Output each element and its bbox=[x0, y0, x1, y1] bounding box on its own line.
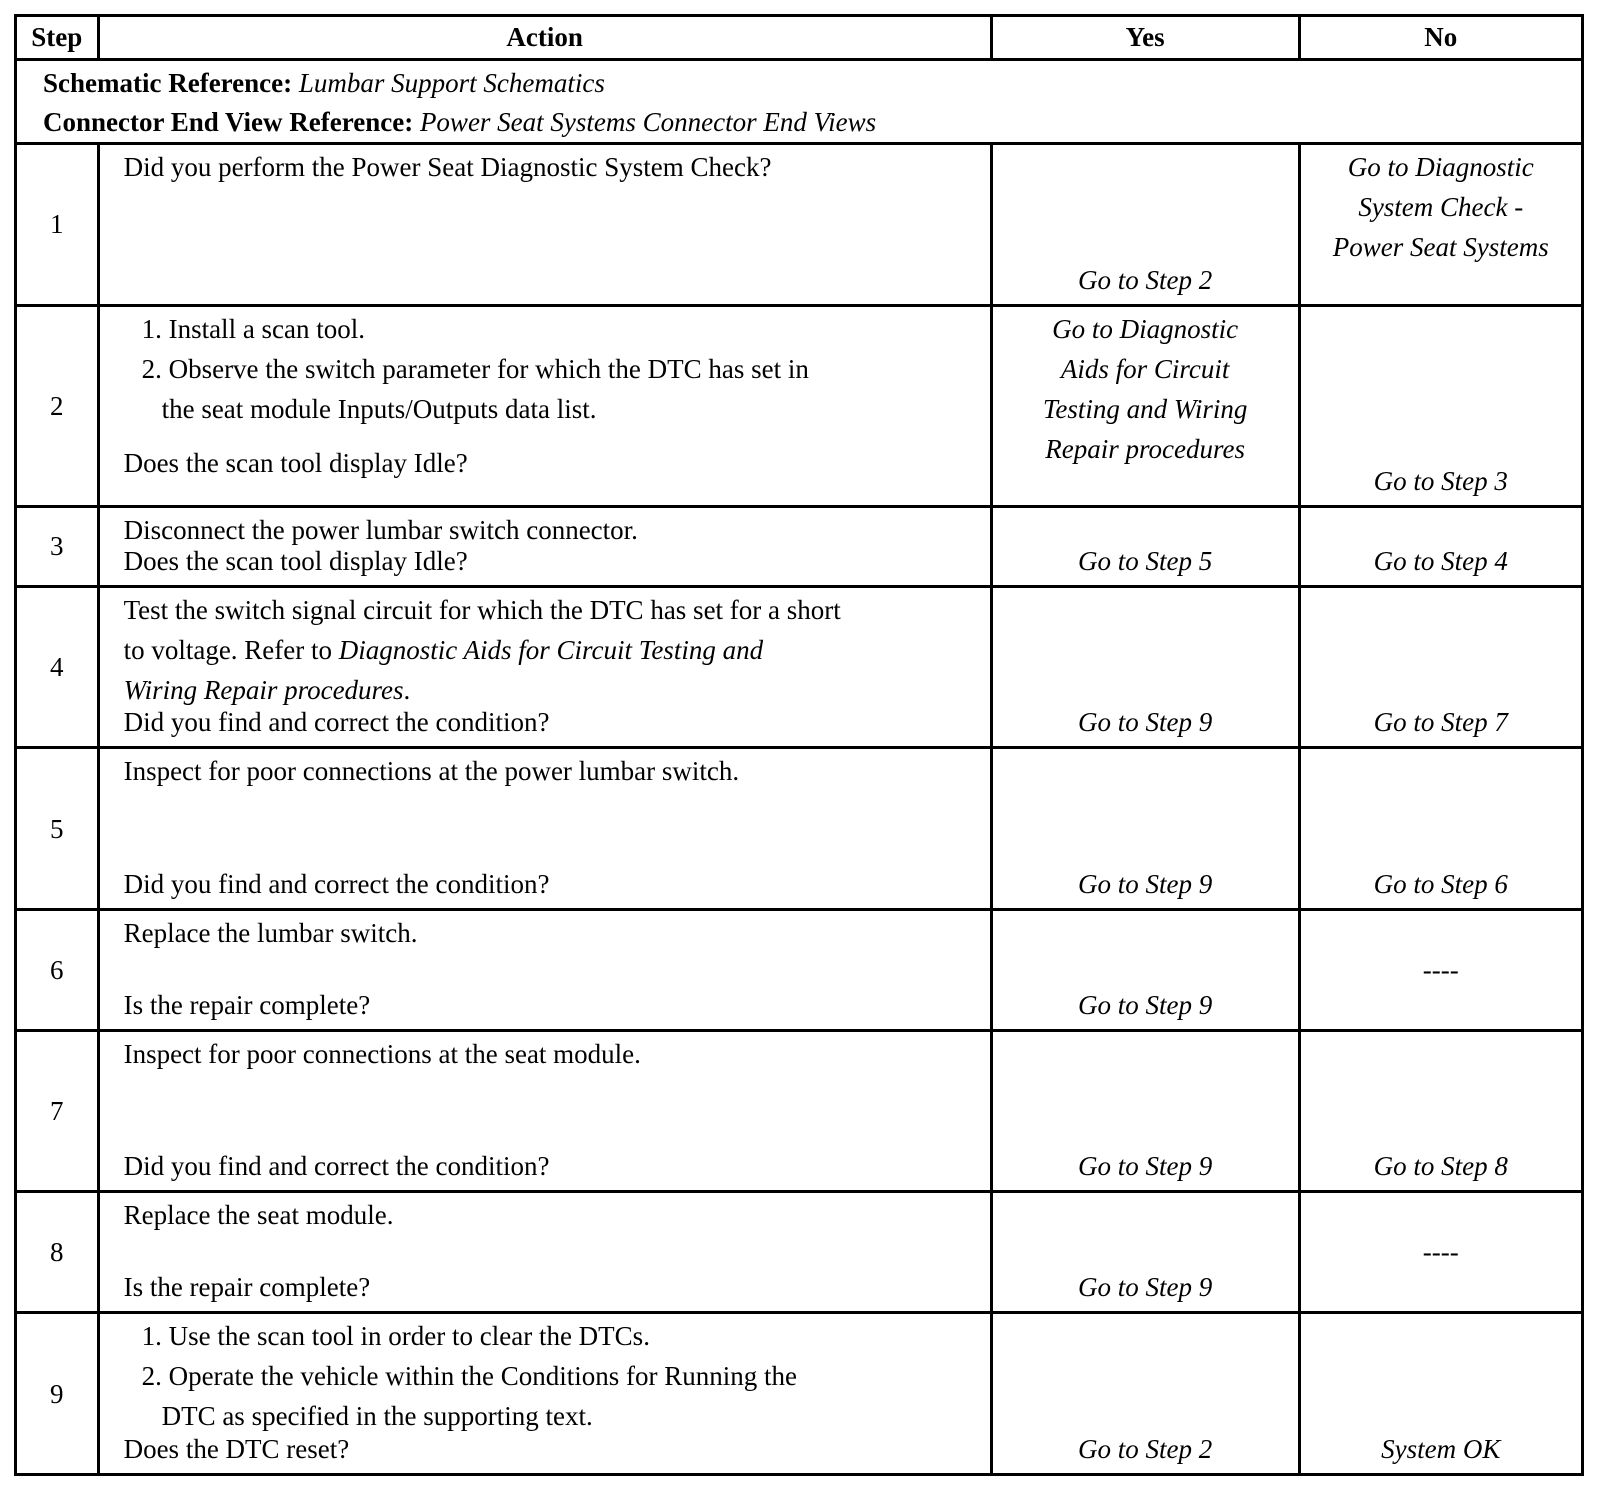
header-yes: Yes bbox=[991, 16, 1299, 60]
table-row-step-4 bbox=[16, 586, 1583, 748]
yes-cell bbox=[991, 748, 1299, 910]
step-number: 6 bbox=[16, 910, 99, 1031]
yes-link[interactable]: Go to Step 9 bbox=[1077, 869, 1213, 900]
reference-row bbox=[16, 59, 1583, 143]
action-line: Test the switch signal circuit for which the DTC has set for a short bbox=[123, 594, 841, 625]
table-row-step-1 bbox=[16, 144, 1583, 306]
yes-cell bbox=[991, 1313, 1299, 1475]
no-link-line: Power Seat Systems bbox=[1332, 232, 1549, 263]
connector-reference-label: Connector End View Reference: bbox=[43, 106, 414, 137]
step-number: 1 bbox=[16, 144, 99, 306]
schematic-reference bbox=[43, 63, 1581, 102]
yes-cell bbox=[991, 305, 1299, 506]
schematic-reference-label: Schematic Reference: bbox=[43, 67, 293, 98]
action-item-continued: the seat module Inputs/Outputs data list. bbox=[161, 393, 597, 424]
header-step: Step bbox=[16, 16, 99, 60]
action-text bbox=[124, 590, 980, 710]
action-question: Is the repair complete? bbox=[123, 1272, 371, 1303]
yes-cell bbox=[991, 144, 1299, 306]
step-number: 7 bbox=[16, 1030, 99, 1192]
action-cell bbox=[98, 506, 991, 586]
table-row-step-3 bbox=[16, 506, 1583, 586]
table-row-step-6 bbox=[16, 910, 1583, 1031]
action-cell bbox=[98, 910, 991, 1031]
no-cell bbox=[1299, 586, 1582, 748]
action-list bbox=[124, 309, 980, 429]
no-link[interactable]: Go to Step 7 bbox=[1373, 707, 1508, 738]
yes-cell bbox=[991, 506, 1299, 586]
action-text: Replace the lumbar switch. bbox=[123, 918, 418, 949]
yes-link[interactable]: Go to Step 9 bbox=[1077, 707, 1213, 738]
action-list bbox=[124, 1316, 980, 1436]
action-text: Replace the seat module. bbox=[123, 1200, 394, 1231]
no-result: System OK bbox=[1381, 1434, 1501, 1464]
yes-cell bbox=[991, 910, 1299, 1031]
action-item: 2. Observe the switch parameter for which the DTC has set in bbox=[141, 353, 809, 384]
action-cell bbox=[98, 586, 991, 748]
step-number: 9 bbox=[16, 1313, 99, 1475]
action-cell bbox=[98, 1192, 991, 1313]
step-number: 2 bbox=[16, 305, 99, 506]
header-action: Action bbox=[98, 16, 991, 60]
no-link[interactable]: Go to Step 4 bbox=[1373, 545, 1508, 576]
no-link[interactable]: Go to Step 6 bbox=[1373, 869, 1508, 900]
action-question: Is the repair complete? bbox=[123, 989, 371, 1020]
yes-link-line: Repair procedures bbox=[1045, 433, 1245, 464]
procedure-reference-link[interactable]: Diagnostic Aids for Circuit Testing and bbox=[338, 634, 764, 665]
action-cell bbox=[98, 1030, 991, 1192]
action-cell bbox=[98, 748, 991, 910]
action-item: 1. Install a scan tool. bbox=[141, 313, 366, 344]
action-text-part: . bbox=[403, 674, 411, 705]
action-text-part: to voltage. Refer to bbox=[123, 634, 339, 665]
no-link[interactable]: Go to Step 8 bbox=[1373, 1151, 1508, 1182]
table-row-step-2 bbox=[16, 305, 1583, 506]
action-question: Did you find and correct the condition? bbox=[123, 869, 550, 900]
yes-link[interactable]: Go to Step 9 bbox=[1077, 1151, 1213, 1182]
action-question: Did you find and correct the condition? bbox=[123, 707, 550, 738]
action-item: 1. Use the scan tool in order to clear the DTCs. bbox=[141, 1321, 650, 1352]
table-row-step-8 bbox=[16, 1192, 1583, 1313]
connector-reference bbox=[43, 102, 1581, 141]
no-value: ---- bbox=[1422, 954, 1459, 985]
schematic-reference-link[interactable]: Lumbar Support Schematics bbox=[298, 67, 605, 98]
no-value: ---- bbox=[1422, 1237, 1459, 1268]
yes-link[interactable]: Go to Step 9 bbox=[1077, 1272, 1213, 1303]
action-question: Does the scan tool display Idle? bbox=[123, 545, 468, 576]
yes-cell bbox=[991, 1192, 1299, 1313]
action-text: Did you perform the Power Seat Diagnostic System Check? bbox=[123, 152, 772, 183]
action-cell bbox=[98, 144, 991, 306]
action-question: Does the scan tool display Idle? bbox=[123, 447, 468, 478]
no-link[interactable] bbox=[1301, 147, 1581, 267]
no-cell bbox=[1299, 1192, 1582, 1313]
no-link-line: Go to Diagnostic bbox=[1347, 152, 1534, 183]
action-text: Inspect for poor connections at the power lumbar switch. bbox=[123, 756, 740, 787]
reference-cell bbox=[16, 59, 1583, 143]
action-text: Inspect for poor connections at the seat module. bbox=[123, 1038, 641, 1069]
yes-cell bbox=[991, 586, 1299, 748]
step-number: 3 bbox=[16, 506, 99, 586]
yes-link[interactable]: Go to Step 2 bbox=[1077, 264, 1213, 295]
step-number: 8 bbox=[16, 1192, 99, 1313]
connector-reference-link[interactable]: Power Seat Systems Connector End Views bbox=[419, 106, 877, 137]
action-text: Disconnect the power lumbar switch connector. bbox=[123, 514, 638, 545]
table-row-step-5 bbox=[16, 748, 1583, 910]
action-item-continued: DTC as specified in the supporting text. bbox=[161, 1401, 593, 1432]
no-cell bbox=[1299, 1313, 1582, 1475]
yes-link[interactable] bbox=[993, 309, 1298, 469]
procedure-reference-link[interactable]: Wiring Repair procedures bbox=[123, 674, 404, 705]
action-question: Did you find and correct the condition? bbox=[123, 1151, 550, 1182]
yes-link-line: Go to Diagnostic bbox=[1052, 313, 1239, 344]
no-link-line: System Check - bbox=[1358, 192, 1524, 223]
header-no: No bbox=[1299, 16, 1582, 60]
step-number: 5 bbox=[16, 748, 99, 910]
yes-link-line: Aids for Circuit bbox=[1060, 353, 1230, 384]
step-number: 4 bbox=[16, 586, 99, 748]
diagnostic-table bbox=[14, 14, 1584, 1476]
no-cell bbox=[1299, 910, 1582, 1031]
yes-cell bbox=[991, 1030, 1299, 1192]
yes-link[interactable]: Go to Step 5 bbox=[1077, 545, 1213, 576]
action-cell bbox=[98, 1313, 991, 1475]
no-cell bbox=[1299, 1030, 1582, 1192]
table-row-step-7 bbox=[16, 1030, 1583, 1192]
no-link[interactable]: Go to Step 3 bbox=[1373, 465, 1508, 496]
action-line bbox=[124, 630, 980, 670]
header-row bbox=[16, 16, 1583, 60]
action-cell bbox=[98, 305, 991, 506]
no-cell bbox=[1299, 748, 1582, 910]
no-cell bbox=[1299, 144, 1582, 306]
table-row-step-9 bbox=[16, 1313, 1583, 1475]
yes-link[interactable]: Go to Step 9 bbox=[1077, 989, 1213, 1020]
yes-link[interactable]: Go to Step 2 bbox=[1077, 1434, 1213, 1464]
yes-link-line: Testing and Wiring bbox=[1042, 393, 1248, 424]
action-item: 2. Operate the vehicle within the Conditions for Running the bbox=[141, 1361, 797, 1392]
action-question: Does the DTC reset? bbox=[123, 1434, 350, 1464]
no-cell bbox=[1299, 305, 1582, 506]
no-cell bbox=[1299, 506, 1582, 586]
